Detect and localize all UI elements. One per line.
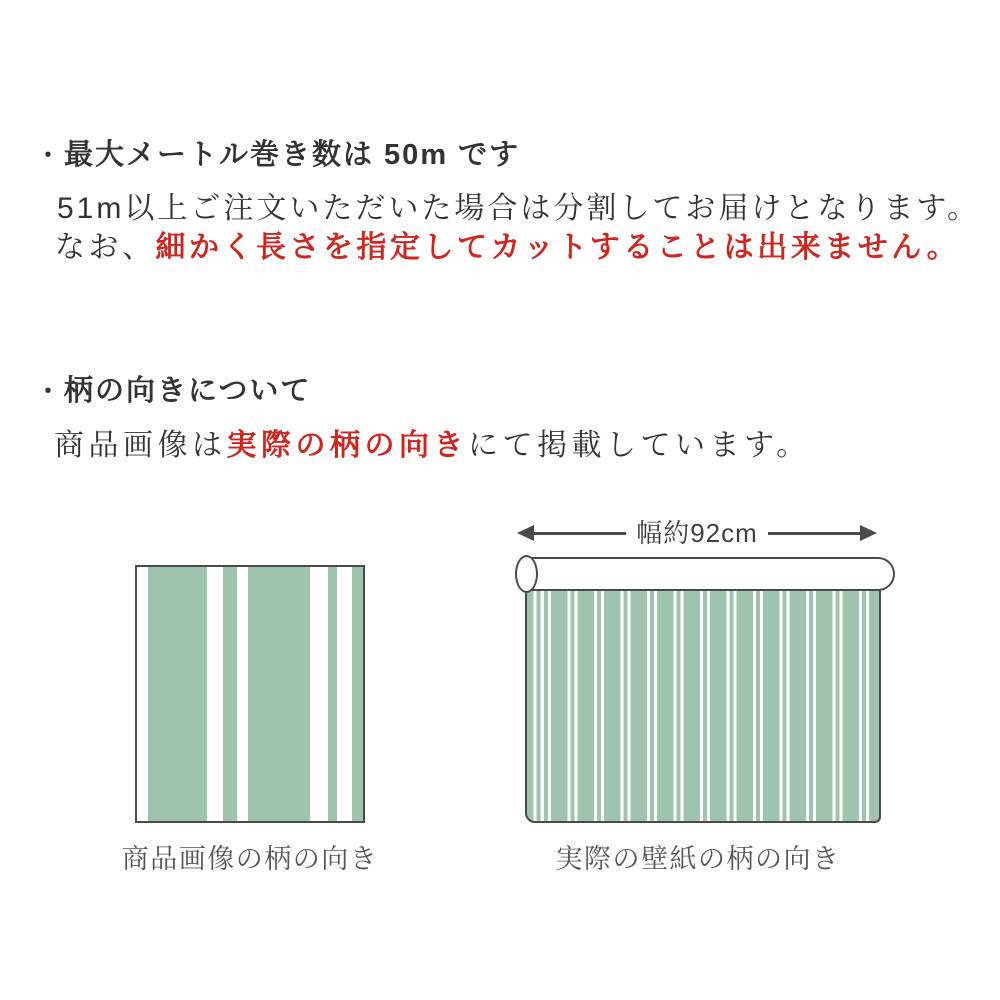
wallpaper-roll-tube xyxy=(524,557,895,591)
wallpaper-roll-end-icon xyxy=(515,555,538,593)
pattern-direction-heading-text: 柄の向きについて xyxy=(64,375,312,407)
no-custom-cut-note xyxy=(55,222,960,266)
bullet-icon: ・ xyxy=(36,142,62,169)
bullet-icon: ・ xyxy=(36,378,62,405)
product-image-caption: 商品画像の柄の向き xyxy=(121,844,379,874)
width-dimension-line xyxy=(517,517,877,548)
no-custom-cut-highlight: 細かく長さを指定してカットすることは出来ません。 xyxy=(155,231,961,264)
max-roll-heading xyxy=(36,132,520,173)
arrow-left-icon xyxy=(517,525,534,541)
pattern-note-prefix: 商品画像は xyxy=(54,429,227,462)
wallpaper-sheet-illustration xyxy=(525,589,881,823)
actual-wallpaper-caption: 実際の壁紙の柄の向き xyxy=(555,844,841,874)
dimension-shaft-right xyxy=(768,532,860,535)
dimension-shaft-left xyxy=(534,532,626,535)
pattern-note-suffix: にて掲載しています。 xyxy=(468,429,811,462)
pattern-direction-note xyxy=(54,420,811,464)
split-delivery-note: 51m以上ご注文いただいた場合は分割してお届けとなります。 xyxy=(57,192,980,225)
no-custom-cut-prefix: なお、 xyxy=(55,231,156,264)
width-dimension-label: 幅約92cm xyxy=(636,517,758,548)
pattern-note-highlight: 実際の柄の向き xyxy=(226,429,468,462)
arrow-right-icon xyxy=(860,525,877,541)
product-image-sample-illustration xyxy=(135,565,365,823)
max-roll-heading-text: 最大メートル巻き数は 50m です xyxy=(64,139,521,171)
pattern-direction-heading xyxy=(36,368,311,409)
